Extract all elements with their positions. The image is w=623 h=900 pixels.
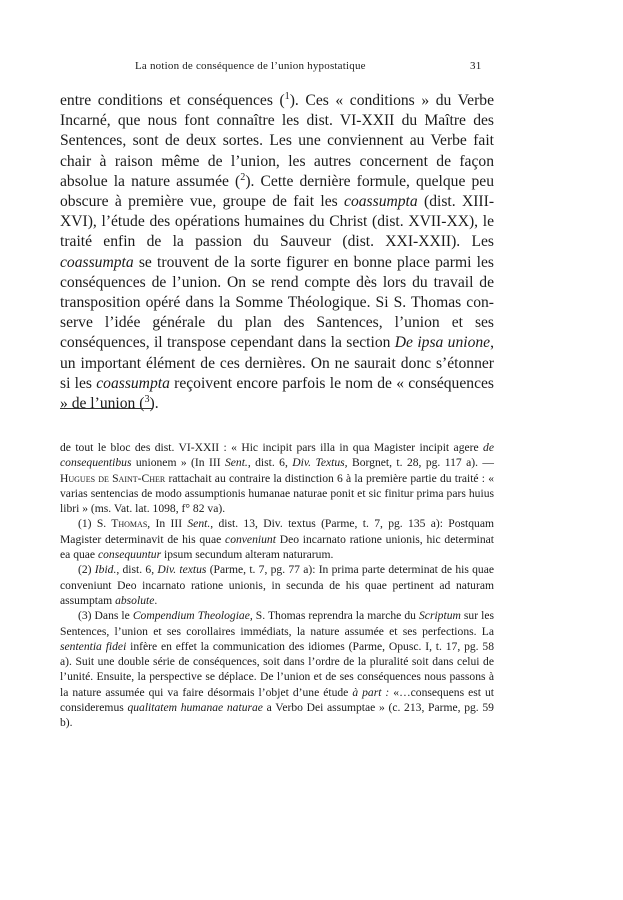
main-paragraph	[60, 91, 494, 414]
italic-term: De ipsa unione	[394, 334, 491, 352]
body-text-segment: reçoivent encore parfois le nom de « conséquences » de l’union (	[60, 374, 494, 413]
note-italic: Scriptum	[419, 609, 461, 623]
note-text: ipsum secundum alteram naturarum.	[161, 548, 334, 562]
note-text: , dist. 13, Div. textus (Parme, t. 7, pg. 135 a): Postquam Magister determinavit de his quae	[60, 517, 495, 546]
note-author: S. Thomas	[96, 517, 148, 531]
footnote-ref: 3	[144, 393, 150, 405]
note-italic: Sent.	[224, 456, 248, 470]
italic-term: coassumpta	[96, 374, 170, 392]
note-text: , In III	[147, 517, 188, 531]
footnote-continuation	[60, 440, 494, 516]
note-text: (Parme, t. 7, pg. 77 a): In prima parte determinat de his quae conveniunt Deo incarnato ratione unionis, in secunda de his quae pertinent ad naturam assumptam	[60, 563, 494, 607]
note-italic: consequuntur	[97, 548, 162, 562]
note-italic: Sent.	[187, 517, 211, 531]
note-text: a Verbo Dei assumptae » (c. 213, Parme, pg. 59 b).	[60, 701, 494, 730]
note-text: sur les Sentences, l’union et ses corollaires immédiats, la nature assumée et ses perfections. La	[60, 609, 494, 638]
body-text-segment: , un important élément de ces dernières. On ne saurait donc s’étonner si les	[60, 334, 495, 392]
note-text: , dist. 6,	[116, 563, 158, 577]
note-italic: conveniunt	[225, 532, 276, 546]
note-text: .	[154, 593, 158, 607]
note-italic: à part :	[352, 685, 390, 699]
footnote-ref: 2	[240, 171, 246, 183]
note-italic: Div. Textus,	[292, 456, 348, 470]
body-text-segment: entre conditions et conséquences (	[60, 92, 285, 109]
footnote-ref: 1	[284, 90, 290, 102]
note-italic: qualitatem humanae naturae	[127, 701, 263, 715]
body-text-segment: ).	[149, 395, 159, 413]
note-author: Hugues de Saint-Cher	[60, 471, 166, 485]
note-italic: Compendium Theologiae,	[132, 609, 253, 623]
running-title: La notion de conséquence de l’union hypostatique	[135, 60, 366, 72]
note-text: de tout le bloc des dist. VI-XXII : « Hic incipit pars illa in qua Magister incipit agere	[60, 441, 484, 454]
page-number: 31	[470, 60, 482, 72]
body-text-segment: se trouvent de la sorte figurer en bonne place parmi les conséquences de l’union. On se rend compte dès lors du travail de transposition opéré dans la Somme Théologique. Si S. Thomas conserve l’idée générale du plan des Santences, l’union et ses conséquences, il transpose cependant dans la section	[60, 253, 494, 352]
note-italic: Div. textus	[157, 563, 207, 577]
footnote-2	[60, 562, 494, 608]
note-text: infère en effet la communication des idiomes (Parme, Opusc. I, t. 17, pg. 58 a). Suit une double série de conséquences, soit dans l’ordre de la pluralité soit dans celui de l’unité. Ensuite, la perspective se déplace. De l’union et de ses conséquences nous passons à la nature assumée qui va faire désormais l’objet d’une étude	[60, 639, 494, 699]
body-text-segment: (dist. XIII-XVI), l’étude des opérations humaines du Christ (dist. XVII-XX), le traité enfin de la passion du Sauveur (dist. XXI-XXII). Les	[60, 193, 495, 251]
note-number: (1)	[78, 517, 97, 531]
note-text: , dist. 6,	[247, 456, 293, 470]
italic-term: coassumpta	[60, 253, 134, 271]
note-text: rattachait au contraire la distinction 6 à la première partie du traité : « varias sentencias de modo assumptionis humanae naturae ponit et sic finitur prima pars huius libri » (ms. Vat. lat. 1098, f° 82 va).	[60, 471, 495, 516]
note-text: S. Thomas reprendra la marche du	[252, 609, 419, 623]
note-italic: de consequentibus	[60, 441, 494, 470]
note-text: unionem » (In III	[131, 456, 225, 470]
note-italic: absolute	[115, 593, 155, 607]
body-text-segment: ). Ces « conditions » du Verbe Incarné, que nous font connaître les dist. VI-XXII du Maître des Sentences, sont de deux sortes. Les une conviennent au Verbe fait chair à raison même de l’union, les autres concernent de façon absolue la nature assumée (	[60, 92, 494, 190]
note-text: Deo incarnato ratione unionis, hic determinat ea quae	[60, 532, 494, 562]
note-italic: Ibid.	[94, 563, 117, 577]
footnote-1	[60, 516, 494, 562]
note-number: (3) Dans le	[78, 609, 133, 623]
italic-term: coassumpta	[344, 193, 418, 211]
note-italic: sententia fidei	[60, 639, 127, 653]
note-number: (2)	[78, 563, 95, 577]
note-text: «…consequens est ut consideremus	[60, 685, 494, 715]
body-text-segment: ). Cette dernière formule, quelque peu obscure à première vue, groupe de fait les	[60, 172, 494, 211]
footnote-divider	[60, 408, 152, 409]
footnotes	[60, 440, 494, 731]
note-text: Borgnet, t. 28, pg. 117 a). —	[347, 456, 494, 470]
footnote-3	[60, 608, 494, 730]
